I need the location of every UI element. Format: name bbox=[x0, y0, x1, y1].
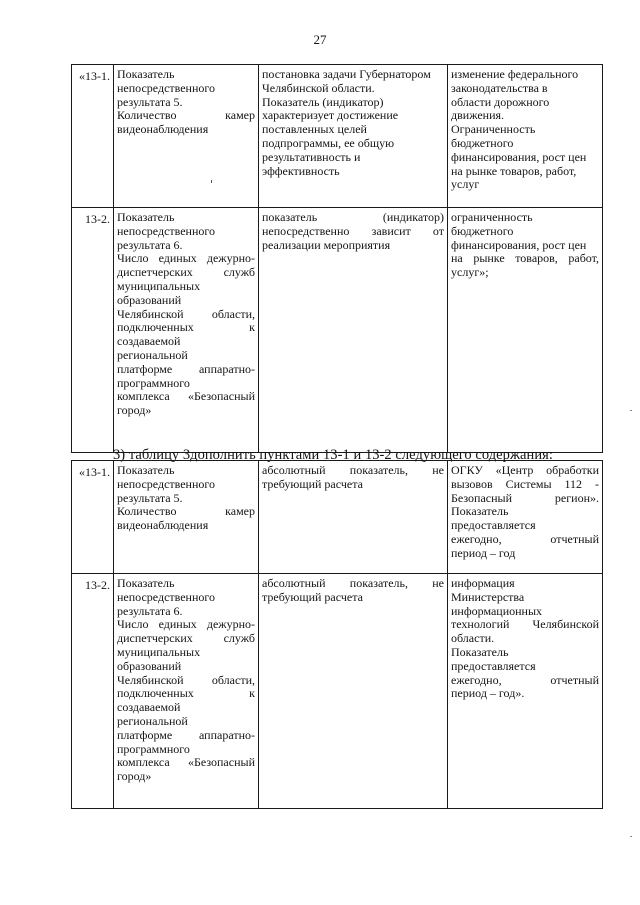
cell-text-line: Показатель bbox=[117, 576, 175, 590]
cell-text-line: непосредственно зависит от bbox=[262, 223, 444, 238]
indicator-name-cell bbox=[114, 574, 259, 809]
cell-text-line: непосредственного bbox=[117, 476, 216, 491]
cell-text-line: создаваемой bbox=[117, 700, 181, 715]
cell-text-line: непосредственного bbox=[117, 223, 216, 238]
cell-text-line: Число единых дежурно- bbox=[117, 617, 255, 632]
cell-text-line: услуг bbox=[451, 177, 480, 192]
cell-text-line: на рынке товаров, работ, bbox=[451, 251, 599, 266]
table-row bbox=[72, 574, 603, 809]
cell-text-line: платформе аппаратно- bbox=[117, 727, 255, 742]
indicator-risks-cell bbox=[448, 208, 603, 453]
cell-text-line: финансирования, рост цен bbox=[451, 149, 587, 164]
indicator-goal-cell bbox=[259, 208, 448, 453]
cell-text-line: Количество камер bbox=[117, 108, 255, 123]
cell-text-line: подпрограммы, ее общую bbox=[262, 135, 395, 150]
cell-text-line: программного bbox=[117, 741, 190, 756]
cell-text-line: движения. bbox=[451, 108, 505, 123]
cell-text-line: Челябинской области, bbox=[117, 306, 255, 321]
cell-text-line: диспетчерских служб bbox=[117, 265, 255, 280]
cell-text-line: ежегодно, отчетный bbox=[451, 531, 599, 546]
table-row bbox=[72, 65, 603, 208]
cell-text-line: на рынке товаров, работ, bbox=[451, 163, 577, 178]
cell-text-line: требующий расчета bbox=[262, 476, 363, 491]
indicator-table-sources bbox=[71, 460, 603, 809]
cell-text-line: изменение федерального bbox=[451, 67, 579, 81]
indicator-risks-cell bbox=[448, 65, 603, 208]
indicator-name-cell bbox=[114, 461, 259, 574]
cell-text-line: ежегодно, отчетный bbox=[451, 672, 599, 687]
table-row bbox=[72, 208, 603, 453]
cell-text-line: город» bbox=[117, 769, 152, 784]
indicator-source-cell bbox=[448, 574, 603, 809]
cell-text-line: характеризует достижение bbox=[262, 108, 399, 123]
cell-text-line: видеонаблюдения bbox=[117, 122, 209, 137]
table-row bbox=[72, 461, 603, 574]
cell-text-line: Показатель bbox=[451, 504, 509, 519]
cell-text-line: результата 6. bbox=[117, 603, 183, 618]
cell-text-line: результата 5. bbox=[117, 490, 183, 505]
cell-text-line: информация bbox=[451, 576, 515, 590]
cell-text-line: Количество камер bbox=[117, 504, 255, 519]
cell-text-line: платформе аппаратно- bbox=[117, 361, 255, 376]
indicator-table-goals bbox=[71, 64, 603, 453]
indicator-method-cell bbox=[259, 461, 448, 574]
cell-text-line: реализации мероприятия bbox=[262, 237, 391, 252]
cell-text-line: финансирования, рост цен bbox=[451, 237, 587, 252]
cell-text-line: создаваемой bbox=[117, 334, 181, 349]
cell-text-line: образований bbox=[117, 658, 182, 673]
row-number-cell: 13-2. bbox=[72, 574, 114, 809]
cell-text-line: региональной bbox=[117, 347, 188, 362]
cell-text-line: Министерства bbox=[451, 589, 525, 604]
indicator-source-cell bbox=[448, 461, 603, 574]
cell-text-line: законодательства в bbox=[451, 80, 548, 95]
cell-text-line: комплекса «Безопасный bbox=[117, 389, 255, 404]
cell-text-line: технологий Челябинской bbox=[451, 617, 599, 632]
cell-text-line: области. bbox=[451, 631, 495, 646]
row-number-cell: «13-1. bbox=[72, 461, 114, 574]
cell-text-line: муниципальных bbox=[117, 644, 201, 659]
cell-text-line: Ограниченность bbox=[451, 122, 536, 137]
cell-text-line: информационных bbox=[451, 603, 543, 618]
cell-text-line: муниципальных bbox=[117, 278, 201, 293]
cell-text-line: региональной bbox=[117, 713, 188, 728]
cell-text-line: абсолютный показатель, не bbox=[262, 463, 444, 477]
cell-text-line: Безопасный регион». bbox=[451, 490, 599, 505]
cell-text-line: период – год». bbox=[451, 686, 525, 701]
cell-text-line: непосредственного bbox=[117, 589, 216, 604]
cell-text-line: бюджетного bbox=[451, 223, 514, 238]
cell-text-line: ОГКУ «Центр обработки bbox=[451, 463, 599, 477]
cell-text-line: результативность и bbox=[262, 149, 361, 164]
cell-text-line: комплекса «Безопасный bbox=[117, 755, 255, 770]
cell-text-line: области дорожного bbox=[451, 94, 550, 109]
cell-text-line: видеонаблюдения bbox=[117, 518, 209, 533]
cell-text-line: программного bbox=[117, 375, 190, 390]
scan-edge-mark bbox=[630, 410, 632, 411]
cell-text-line: результата 6. bbox=[117, 237, 183, 252]
section-heading: 3) таблицу 3дополнить пунктами 13-1 и 13-2 следующего содержания: bbox=[113, 447, 553, 463]
indicator-method-cell bbox=[259, 574, 448, 809]
cell-text-line: эффективность bbox=[262, 163, 340, 178]
cell-text-line: бюджетного bbox=[451, 135, 514, 150]
cell-text-line: образований bbox=[117, 292, 182, 307]
cell-text-line: подключенных к bbox=[117, 320, 255, 335]
cell-text-line: поставленных целей bbox=[262, 122, 367, 137]
cell-text-line: Показатель bbox=[117, 210, 175, 224]
cell-text-line: предоставляется bbox=[451, 658, 536, 673]
cell-text-line: абсолютный показатель, не bbox=[262, 576, 444, 590]
cell-text-line: Челябинской области, bbox=[117, 672, 255, 687]
cell-text-line: результата 5. bbox=[117, 94, 183, 109]
cell-text-line: подключенных к bbox=[117, 686, 255, 701]
cell-text-line: Показатель bbox=[117, 67, 175, 81]
cell-text-line: вызовов Системы 112 - bbox=[451, 476, 599, 491]
cell-text-line: непосредственного bbox=[117, 80, 216, 95]
cell-text-line: предоставляется bbox=[451, 518, 536, 533]
row-number-cell: «13-1. bbox=[72, 65, 114, 208]
page-number: 27 bbox=[313, 32, 327, 47]
indicator-name-cell bbox=[114, 208, 259, 453]
cell-text-line: Челябинской области. bbox=[262, 80, 375, 95]
cell-text-line: требующий расчета bbox=[262, 589, 363, 604]
cell-text-line: диспетчерских служб bbox=[117, 631, 255, 646]
cell-text-line: постановка задачи Губернатором bbox=[262, 67, 431, 81]
scan-edge-mark bbox=[630, 836, 632, 837]
cell-text-line: услуг»; bbox=[451, 265, 489, 280]
cell-text-line: город» bbox=[117, 403, 152, 418]
cell-text-line: Показатель (индикатор) bbox=[262, 94, 384, 109]
row-number-cell: 13-2. bbox=[72, 208, 114, 453]
indicator-name-cell bbox=[114, 65, 259, 208]
scan-mark bbox=[211, 180, 212, 183]
cell-text-line: Число единых дежурно- bbox=[117, 251, 255, 266]
cell-text-line: показатель (индикатор) bbox=[262, 210, 444, 224]
cell-text-line: Показатель bbox=[451, 644, 509, 659]
cell-text-line: Показатель bbox=[117, 463, 175, 477]
indicator-goal-cell bbox=[259, 65, 448, 208]
cell-text-line: период – год bbox=[451, 545, 516, 560]
cell-text-line: ограниченность bbox=[451, 210, 533, 224]
